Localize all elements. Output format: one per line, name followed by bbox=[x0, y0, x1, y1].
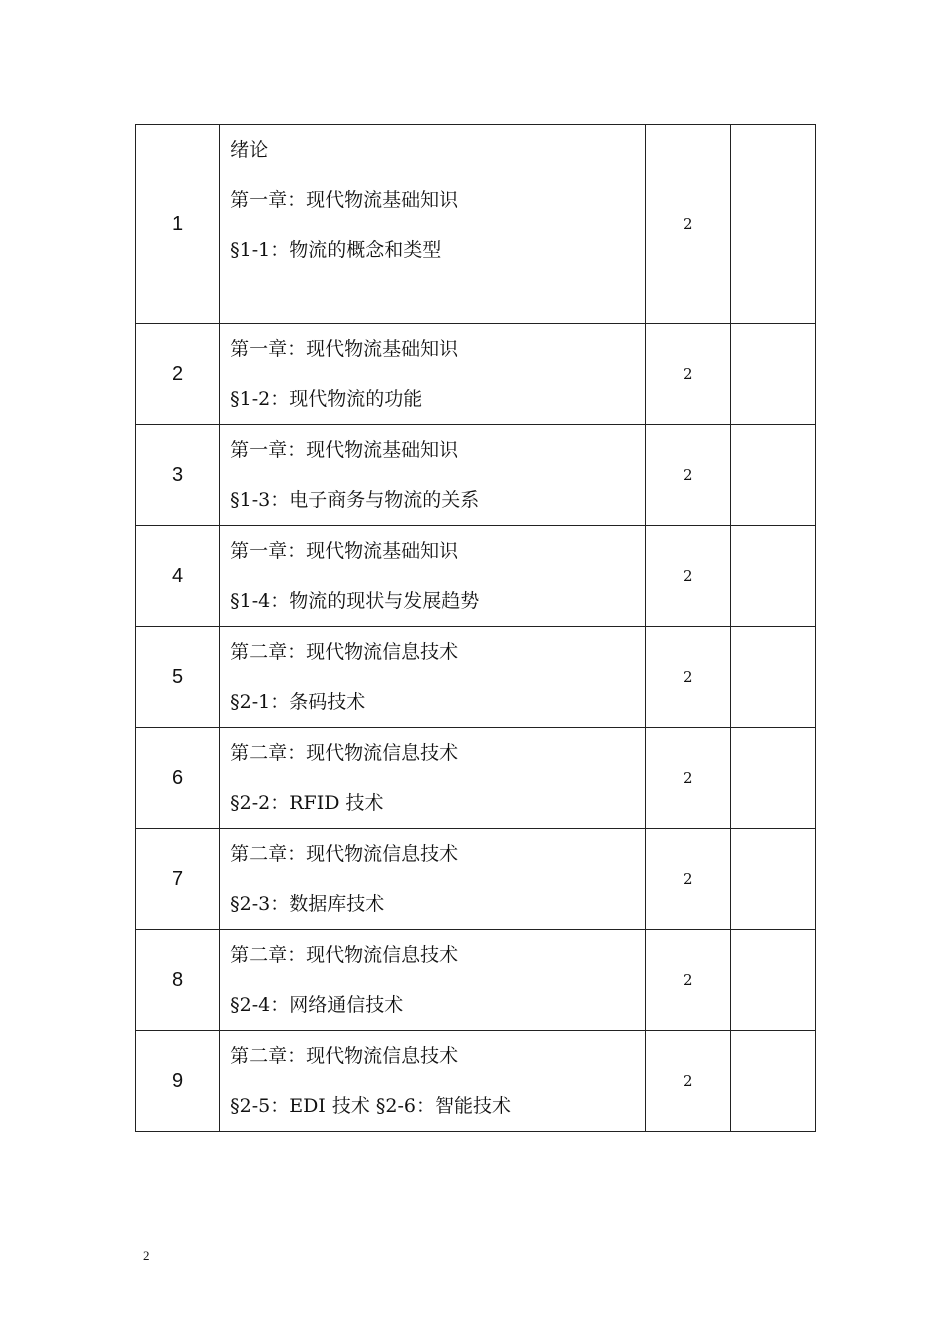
content-line: 第二章：现代物流信息技术 bbox=[230, 843, 459, 865]
table-row bbox=[136, 526, 816, 627]
hours-cell: 2 bbox=[645, 930, 730, 1031]
empty-cell bbox=[730, 425, 815, 526]
content-cell bbox=[220, 930, 646, 1031]
hours-cell: 2 bbox=[645, 829, 730, 930]
table-row bbox=[136, 829, 816, 930]
content-line: §1-1：物流的概念和类型 bbox=[230, 239, 442, 261]
schedule-table bbox=[135, 124, 816, 1132]
content-cell bbox=[220, 125, 646, 324]
table-row bbox=[136, 125, 816, 324]
content-line: §2-3：数据库技术 bbox=[230, 893, 385, 915]
hours-cell: 2 bbox=[645, 1031, 730, 1132]
content-line: §1-2：现代物流的功能 bbox=[230, 388, 423, 410]
table-row bbox=[136, 930, 816, 1031]
content-line: §1-4：物流的现状与发展趋势 bbox=[230, 590, 480, 612]
empty-cell bbox=[730, 125, 815, 324]
empty-cell bbox=[730, 728, 815, 829]
table-row bbox=[136, 324, 816, 425]
table-row bbox=[136, 627, 816, 728]
hours-cell: 2 bbox=[645, 324, 730, 425]
row-number-cell: 1 bbox=[136, 125, 220, 324]
content-line: 第二章：现代物流信息技术 bbox=[230, 641, 459, 663]
empty-cell bbox=[730, 526, 815, 627]
page-number: 2 bbox=[143, 1248, 150, 1263]
table-row bbox=[136, 425, 816, 526]
content-line: §2-1：条码技术 bbox=[230, 691, 366, 713]
empty-cell bbox=[730, 930, 815, 1031]
row-number-cell: 5 bbox=[136, 627, 220, 728]
content-cell bbox=[220, 829, 646, 930]
content-line: §2-5：EDI 技术 §2-6：智能技术 bbox=[230, 1095, 511, 1117]
content-line: 绪论 bbox=[230, 139, 269, 161]
empty-cell bbox=[730, 627, 815, 728]
table-row bbox=[136, 728, 816, 829]
content-line: 第二章：现代物流信息技术 bbox=[230, 742, 459, 764]
hours-cell: 2 bbox=[645, 425, 730, 526]
content-cell bbox=[220, 728, 646, 829]
content-line: §2-4：网络通信技术 bbox=[230, 994, 404, 1016]
content-cell bbox=[220, 1031, 646, 1132]
empty-cell bbox=[730, 324, 815, 425]
hours-cell: 2 bbox=[645, 728, 730, 829]
table-row bbox=[136, 1031, 816, 1132]
row-number-cell: 9 bbox=[136, 1031, 220, 1132]
empty-cell bbox=[730, 829, 815, 930]
content-cell bbox=[220, 324, 646, 425]
content-line: 第一章：现代物流基础知识 bbox=[230, 338, 459, 360]
hours-cell: 2 bbox=[645, 526, 730, 627]
content-cell bbox=[220, 526, 646, 627]
content-cell bbox=[220, 627, 646, 728]
content-line: §1-3：电子商务与物流的关系 bbox=[230, 489, 480, 511]
row-number-cell: 8 bbox=[136, 930, 220, 1031]
content-line: 第一章：现代物流基础知识 bbox=[230, 540, 459, 562]
content-line: 第一章：现代物流基础知识 bbox=[230, 439, 459, 461]
content-line: 第二章：现代物流信息技术 bbox=[230, 944, 459, 966]
empty-cell bbox=[730, 1031, 815, 1132]
row-number-cell: 2 bbox=[136, 324, 220, 425]
row-number-cell: 7 bbox=[136, 829, 220, 930]
content-cell bbox=[220, 425, 646, 526]
hours-cell: 2 bbox=[645, 125, 730, 324]
row-number-cell: 4 bbox=[136, 526, 220, 627]
row-number-cell: 3 bbox=[136, 425, 220, 526]
row-number-cell: 6 bbox=[136, 728, 220, 829]
content-line: §2-2：RFID 技术 bbox=[230, 792, 384, 814]
content-line: 第二章：现代物流信息技术 bbox=[230, 1045, 459, 1067]
hours-cell: 2 bbox=[645, 627, 730, 728]
content-line: 第一章：现代物流基础知识 bbox=[230, 189, 459, 211]
